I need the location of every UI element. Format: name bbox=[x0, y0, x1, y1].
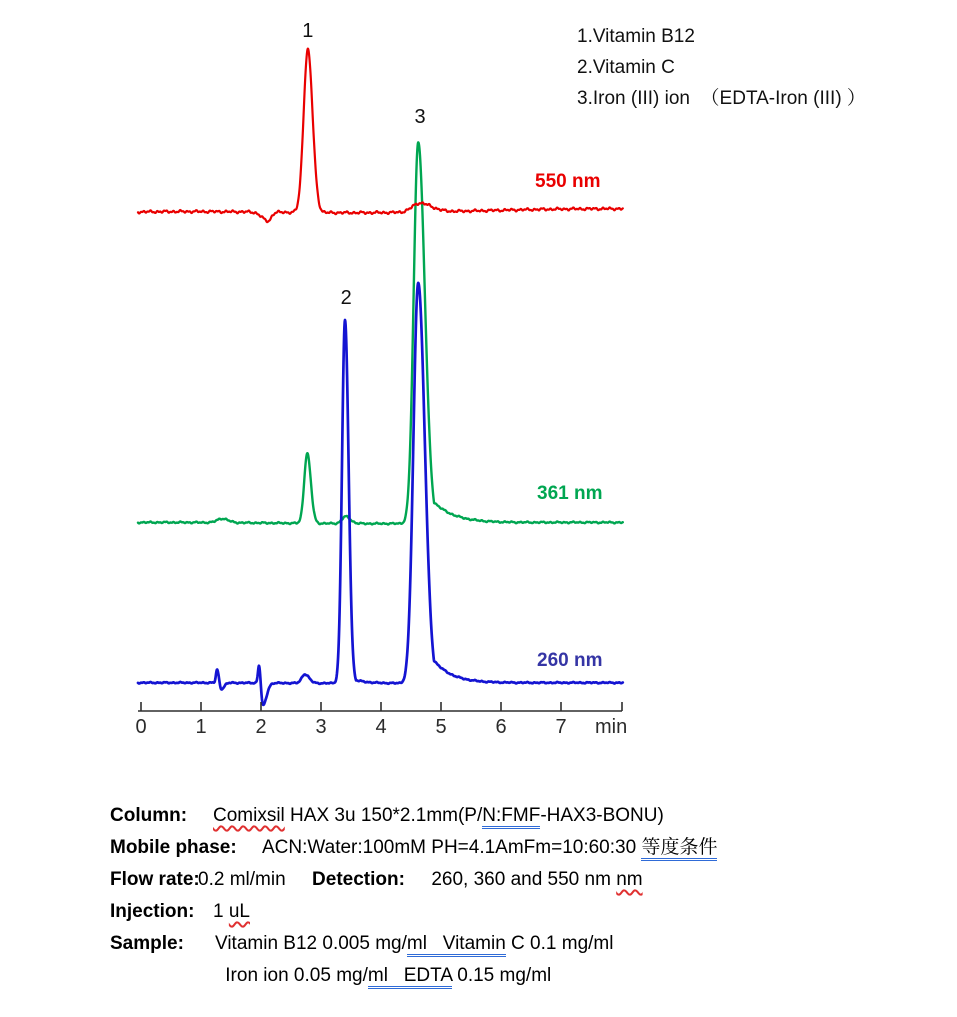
wavelength-label-361nm: 361 nm bbox=[537, 483, 603, 504]
method-row-label: Injection: bbox=[110, 901, 195, 922]
x-axis-tick-label: 3 bbox=[315, 716, 327, 738]
x-axis-tick-label: 1 bbox=[195, 716, 207, 738]
method-row-value bbox=[198, 864, 643, 896]
method-row-value bbox=[262, 832, 717, 864]
legend-item-iron-ion: 3.Iron (III) ion （EDTA-Iron (III) ） bbox=[577, 88, 866, 109]
method-row bbox=[110, 800, 717, 832]
wavelength-label-550nm: 550 nm bbox=[535, 171, 601, 192]
x-axis-tick-label: 0 bbox=[135, 716, 147, 738]
x-axis-tick-label: 2 bbox=[255, 716, 267, 738]
method-text: Detection: bbox=[312, 869, 405, 890]
method-conditions-block bbox=[110, 800, 717, 992]
method-text: Iron ion 0.05 mg/ bbox=[220, 965, 368, 986]
method-text: -HAX3-BONU) bbox=[540, 805, 664, 826]
spellcheck-underlined-text: uL bbox=[228, 901, 250, 922]
method-text: ACN:Water:100mM PH=4.1AmFm=10:60:30 bbox=[262, 837, 642, 858]
method-row-label: Mobile phase: bbox=[110, 837, 237, 858]
peak-legend bbox=[577, 21, 866, 114]
trace-361-nm bbox=[138, 142, 623, 524]
method-text: Vitamin B12 0.005 mg/ bbox=[215, 933, 407, 954]
method-text: HAX 3u 150*2.1mm(P/ bbox=[284, 805, 483, 826]
spellcheck-underlined-text: Comixsil bbox=[213, 805, 285, 826]
method-text: 0.2 ml/min bbox=[198, 869, 313, 890]
grammar-underlined-text: ml EDTA bbox=[368, 965, 452, 989]
x-axis-unit-label: min bbox=[595, 716, 628, 738]
method-row bbox=[110, 928, 717, 960]
x-axis-tick-label: 5 bbox=[435, 716, 447, 738]
trace-550-nm bbox=[138, 49, 623, 223]
method-row-value bbox=[213, 896, 250, 928]
legend-item-vitamin-b12: 1.Vitamin B12 bbox=[577, 26, 695, 47]
method-row bbox=[110, 864, 717, 896]
spellcheck-underlined-text: nm bbox=[616, 869, 643, 890]
method-text: C 0.1 mg/ml bbox=[505, 933, 614, 954]
x-axis-tick-label: 6 bbox=[495, 716, 507, 738]
method-row bbox=[110, 960, 717, 992]
method-row bbox=[110, 832, 717, 864]
peak-label-2: 2 bbox=[340, 287, 352, 309]
grammar-underlined-text: ml Vitamin bbox=[407, 933, 506, 957]
method-text: 260, 360 and 550 nm bbox=[404, 869, 617, 890]
wavelength-label-260nm: 260 nm bbox=[537, 650, 603, 671]
grammar-underlined-text: N:FMF bbox=[482, 805, 540, 829]
method-row-label bbox=[110, 960, 220, 992]
x-axis-tick-label: 4 bbox=[375, 716, 387, 738]
method-text: 1 bbox=[213, 901, 229, 922]
peak-label-3: 3 bbox=[414, 106, 426, 128]
method-row-value bbox=[220, 960, 551, 992]
method-text: 0.15 mg/ml bbox=[451, 965, 552, 986]
method-row-label: Flow rate: bbox=[110, 869, 200, 890]
method-row-label: Column: bbox=[110, 805, 188, 826]
legend-item-vitamin-c: 2.Vitamin C bbox=[577, 57, 675, 78]
method-row-label: Sample: bbox=[110, 933, 184, 954]
method-row-value bbox=[213, 800, 664, 832]
method-row bbox=[110, 896, 717, 928]
x-axis bbox=[138, 702, 622, 711]
grammar-underlined-text: 等度条件 bbox=[641, 837, 717, 861]
x-axis-tick-label: 7 bbox=[555, 716, 567, 738]
peak-label-1: 1 bbox=[302, 20, 314, 42]
method-row-value bbox=[215, 928, 613, 960]
